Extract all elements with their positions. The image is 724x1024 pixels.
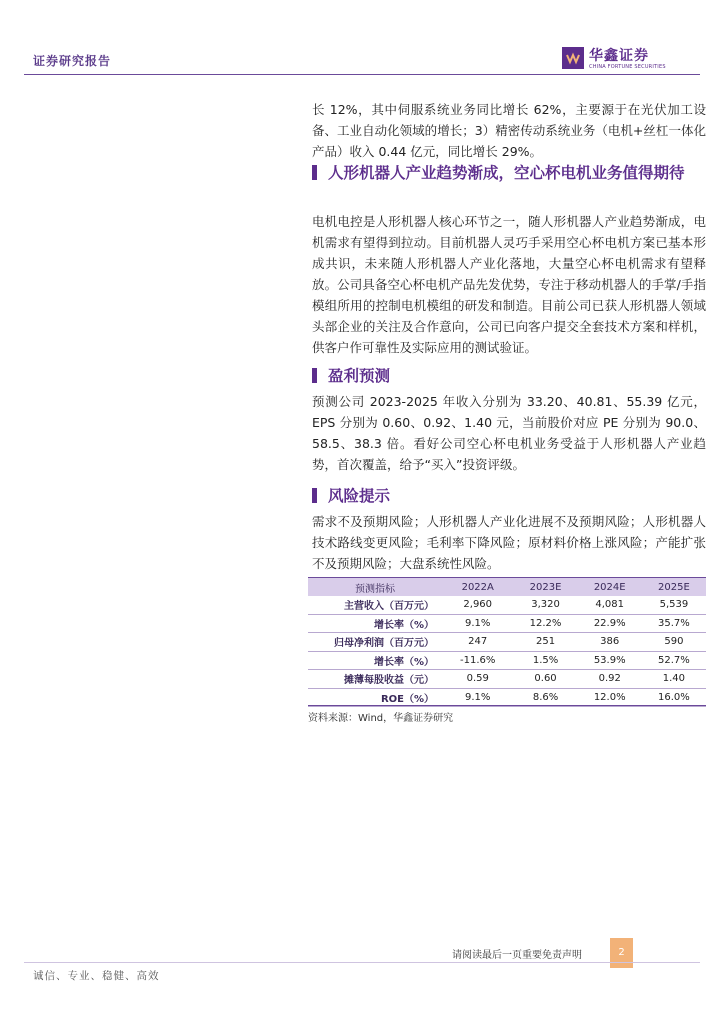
table-cell: 9.1%: [442, 614, 513, 633]
row-label: 主营收入（百万元）: [308, 596, 442, 614]
table-header-cell: 2024E: [578, 578, 642, 596]
section-risk: [312, 485, 706, 508]
table-cell: 12.0%: [578, 688, 642, 707]
section-title: 人形机器人产业趋势渐成，空心杯电机业务值得期待: [328, 164, 685, 182]
table-cell: 8.6%: [513, 688, 577, 707]
table-bottom-rule: [308, 705, 706, 706]
table-cell: 0.59: [442, 670, 513, 689]
table-cell: 35.7%: [642, 614, 706, 633]
logo-name: 华鑫证券: [589, 48, 649, 64]
footer-slogan: 诚信、专业、稳健、高效: [33, 970, 160, 982]
table-cell: 12.2%: [513, 614, 577, 633]
section-title: 风险提示: [328, 487, 391, 505]
risk-body: [312, 511, 706, 574]
table-cell: 1.5%: [513, 651, 577, 670]
table-cell: 5,539: [642, 596, 706, 614]
table-header-row: [308, 578, 706, 596]
table-cell: 247: [442, 633, 513, 652]
table-row: [308, 596, 706, 614]
table-cell: 2,960: [442, 596, 513, 614]
page-number-badge: 2: [610, 938, 633, 968]
table-cell: 4,081: [578, 596, 642, 614]
row-label: 增长率（%）: [308, 614, 442, 633]
table-cell: 0.92: [578, 670, 642, 689]
footer-divider: [24, 962, 700, 963]
table-row: [308, 614, 706, 633]
section-body: 预测公司 2023-2025 年收入分别为 33.20、40.81、55.39 亿元，EPS 分别为 0.60、0.92、1.40 元，当前股价对应 PE 分别为 90.0、58.5、38.3 倍。看好公司空心杯电机业务受益于人形机器人产业趋势，首次覆盖，给予“买入”投资评级。: [312, 394, 706, 472]
intro-block: [312, 99, 706, 162]
table-cell: 9.1%: [442, 688, 513, 707]
header-divider: [24, 74, 700, 75]
table-header-cell: 2023E: [513, 578, 577, 596]
table-cell: 53.9%: [578, 651, 642, 670]
table-cell: 3,320: [513, 596, 577, 614]
row-label: 摊薄每股收益（元）: [308, 670, 442, 689]
report-type-label: 证券研究报告: [33, 54, 112, 68]
section-body: 电机电控是人形机器人核心环节之一，随人形机器人产业趋势渐成，电机需求有望得到拉动。目前机器人灵巧手采用空心杯电机方案已基本形成共识，未来随人形机器人产业化落地，大量空心杯电机需求有望释放。公司具备空心杯电机产品先发优势，专注于移动机器人的手掌/手指模组所用的控制电机模组的研发和制造。目前公司已获人形机器人领域头部企业的关注及合作意向，公司已向客户提交全套技术方案和样机，供客户作可靠性及实际应用的测试验证。: [312, 214, 706, 355]
table-cell: 16.0%: [642, 688, 706, 707]
table-cell: 0.60: [513, 670, 577, 689]
section-body: 需求不及预期风险；人形机器人产业化进展不及预期风险；人形机器人技术路线变更风险；毛利率下降风险；原材料价格上涨风险；产能扩张不及预期风险；大盘系统性风险。: [312, 514, 706, 571]
table-cell: 1.40: [642, 670, 706, 689]
table-cell: 386: [578, 633, 642, 652]
table-header-cell: 2025E: [642, 578, 706, 596]
section-marker: [312, 488, 317, 503]
section-profit-forecast: [312, 365, 706, 388]
table-header-cell: 预测指标: [308, 578, 442, 596]
disclaimer-link[interactable]: 请阅读最后一页重要免责声明: [452, 950, 582, 961]
row-label: ROE（%）: [308, 688, 442, 707]
logo-subtitle: CHINA FORTUNE SECURITIES: [589, 64, 666, 70]
section-marker: [312, 368, 317, 383]
table-cell: 22.9%: [578, 614, 642, 633]
table-header-cell: 2022A: [442, 578, 513, 596]
row-label: 归母净利润（百万元）: [308, 633, 442, 652]
table-cell: 251: [513, 633, 577, 652]
table-row: [308, 688, 706, 707]
table-row: [308, 651, 706, 670]
table-cell: 590: [642, 633, 706, 652]
company-logo: [562, 45, 692, 73]
section-robot-trend: [312, 162, 706, 185]
row-label: 增长率（%）: [308, 651, 442, 670]
forecast-table: [308, 578, 706, 707]
logo-mark-icon: [562, 47, 584, 69]
table-cell: 52.7%: [642, 651, 706, 670]
table-source-note: 资料来源：Wind，华鑫证券研究: [308, 713, 454, 724]
table-cell: -11.6%: [442, 651, 513, 670]
table-row: [308, 633, 706, 652]
robot-trend-body: [312, 211, 706, 358]
section-title: 盈利预测: [328, 367, 391, 385]
intro-paragraph: 长 12%，其中伺服系统业务同比增长 62%，主要源于在光伏加工设备、工业自动化领域的增长；3）精密传动系统业务（电机+丝杠一体化产品）收入 0.44 亿元，同比增长 29%。: [312, 102, 706, 159]
section-marker: [312, 165, 317, 180]
table-row: [308, 670, 706, 689]
profit-forecast-body: [312, 391, 706, 475]
